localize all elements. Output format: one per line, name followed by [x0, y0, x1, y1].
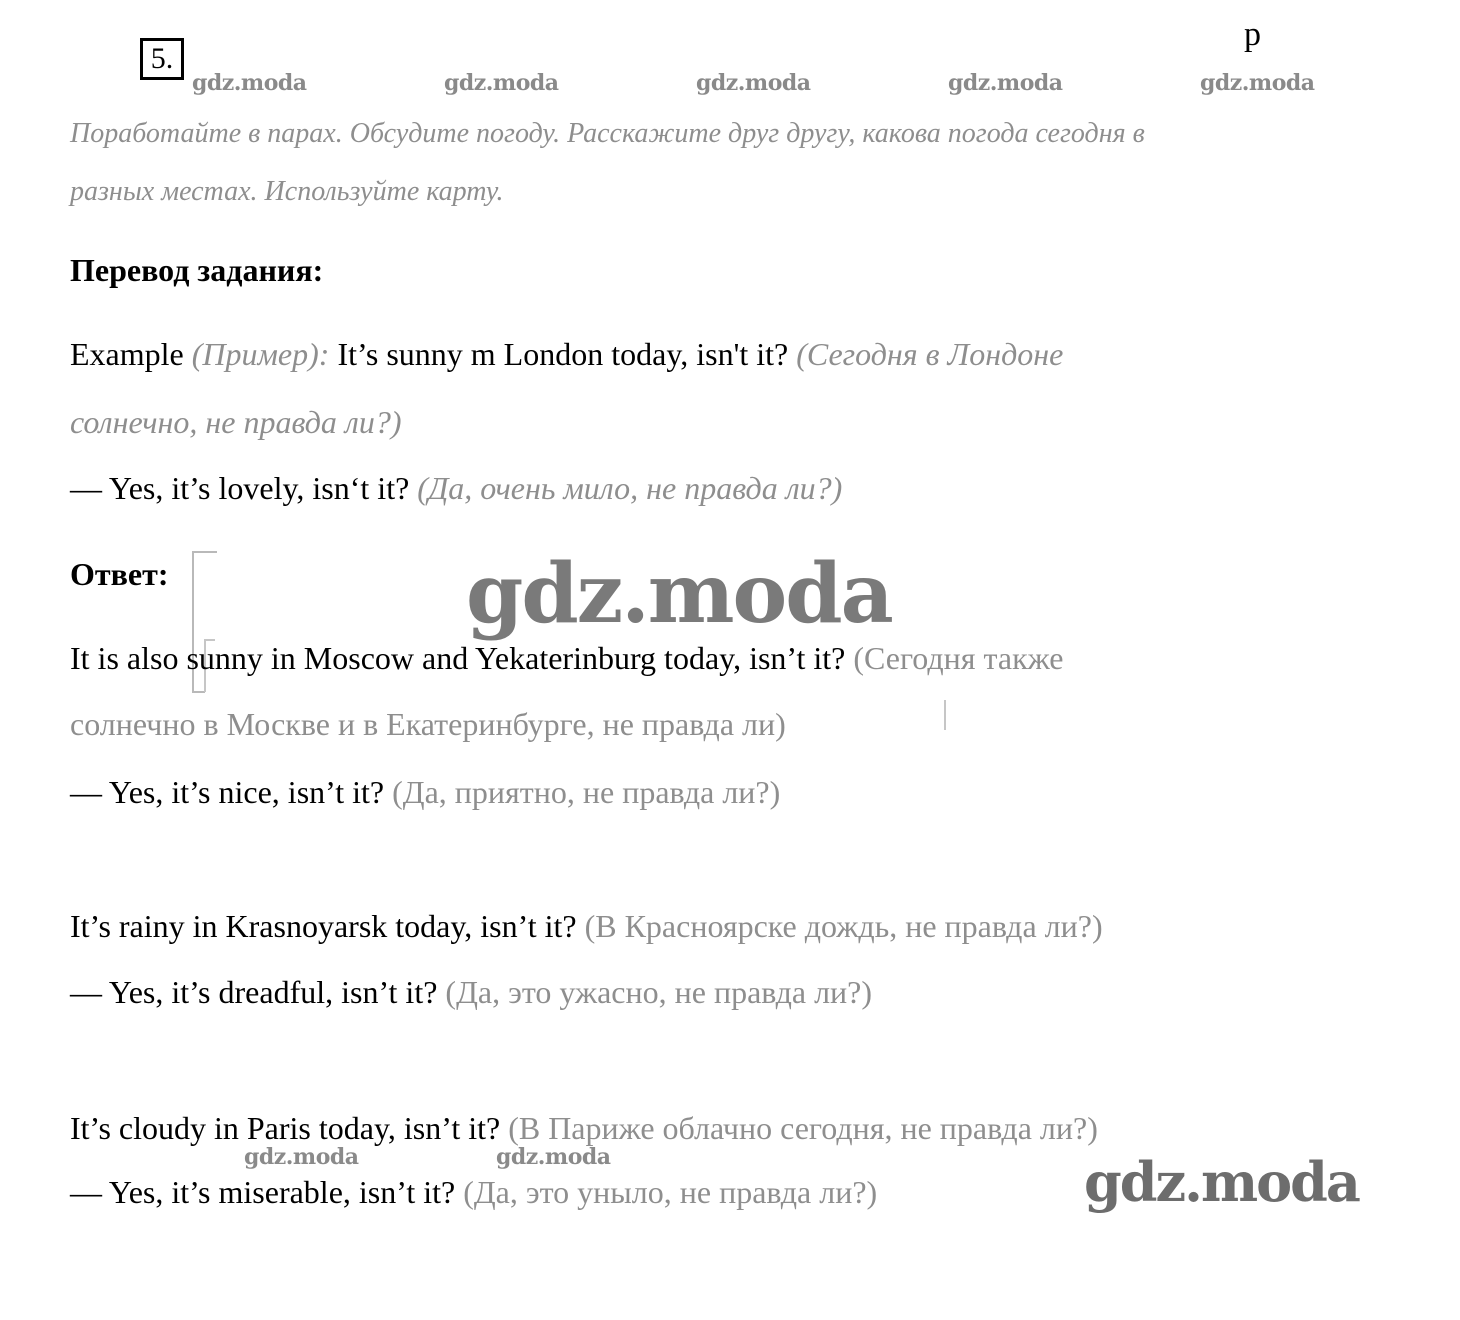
answer-2-en: It’s rainy in Krasnoyarsk today, isn’t it? [70, 908, 577, 944]
watermark-small: gdz.moda [948, 70, 1063, 96]
answer-1-reply-en: — Yes, it’s nice, isn’t it? [70, 774, 385, 810]
answer-3-en: It’s cloudy in Paris today, isn’t it? [70, 1110, 501, 1146]
example-reply-en: — Yes, it’s lovely, isn‘t it? [70, 470, 410, 506]
answer-2-reply-en: — Yes, it’s dreadful, isn’t it? [70, 974, 438, 1010]
answer-1-line [70, 640, 1064, 677]
example-en: It’s sunny m London today, isn't it? [337, 336, 789, 372]
answer-heading: Ответ: [70, 556, 169, 592]
example-line [70, 336, 1063, 373]
answer-3-reply-en: — Yes, it’s miserable, isn’t it? [70, 1174, 456, 1210]
translation-heading: Перевод задания: [70, 252, 324, 288]
example-ru-continued: солнечно, не правда ли?) [70, 404, 402, 440]
answer-2-reply [70, 974, 872, 1011]
answer-3-ru: (В Париже облачно сегодня, не правда ли?) [508, 1110, 1098, 1146]
example-label: Example [70, 336, 184, 372]
example-label-ru: (Пример): [191, 336, 330, 372]
watermark-small: gdz.moda [244, 1144, 359, 1170]
example-ru: (Сегодня в Лондоне [796, 336, 1064, 372]
example-reply-ru: (Да, очень мило, не правда ли?) [417, 470, 843, 506]
answer-1-reply-ru: (Да, приятно, не правда ли?) [392, 774, 781, 810]
answer-1-reply [70, 774, 780, 811]
answer-3-line [70, 1110, 1098, 1147]
watermark-large: gdz.moda [466, 546, 892, 642]
answer-2-line [70, 908, 1103, 945]
watermark-small: gdz.moda [1200, 70, 1315, 96]
task-text-line-2: разных местах. Используйте карту. [70, 176, 504, 207]
answer-2-ru: (В Красноярске дождь, не правда ли?) [584, 908, 1103, 944]
example-reply [70, 470, 842, 507]
answer-3-reply [70, 1174, 877, 1211]
watermark-small: gdz.moda [192, 70, 307, 96]
watermark-medium: gdz.moda [1084, 1150, 1359, 1214]
answer-2-reply-ru: (Да, это ужасно, не правда ли?) [445, 974, 873, 1010]
answer-1-en: It is also sunny in Moscow and Yekaterinburg today, isn’t it? [70, 640, 846, 676]
corner-letter: p [1244, 16, 1261, 53]
exercise-number: 5. [140, 38, 184, 80]
watermark-small: gdz.moda [444, 70, 559, 96]
answer-3-reply-ru: (Да, это уныло, не правда ли?) [463, 1174, 878, 1210]
watermark-small: gdz.moda [696, 70, 811, 96]
answer-1-ru: (Сегодня также [853, 640, 1064, 676]
task-text-line-1: Поработайте в парах. Обсудите погоду. Расскажите друг другу, какова погода сегодня в [70, 118, 1145, 149]
answer-1-ru-continued: солнечно в Москве и в Екатеринбурге, не правда ли) [70, 706, 786, 742]
watermark-small: gdz.moda [496, 1144, 611, 1170]
